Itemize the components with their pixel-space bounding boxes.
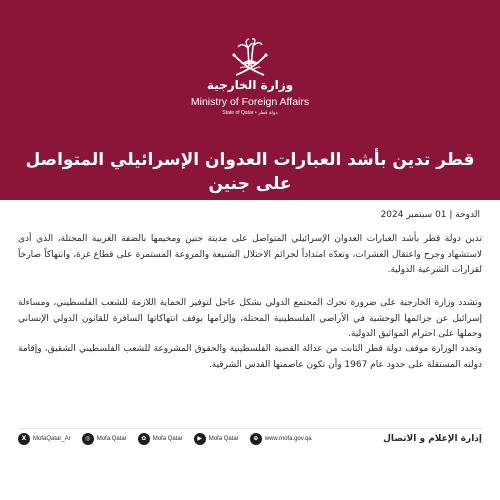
social-handle: Mofa Qatar xyxy=(152,436,183,442)
state-of-qatar-label: State of Qatar • دولة قطر xyxy=(222,110,278,116)
ministry-name-arabic: وزارة الخارجية xyxy=(206,78,294,92)
social-handle: Mofa.Qatar xyxy=(96,436,127,442)
social-links xyxy=(18,433,312,445)
page-title: قطر تدين بأشد العبارات العدوان الإسرائيلي المتواصل على جنين xyxy=(25,150,475,194)
globe-icon: ⊕ xyxy=(250,433,262,445)
youtube-icon: ▶ xyxy=(194,433,206,445)
paragraph-2: وتشدد وزارة الخارجية على ضرورة تحرك المجتمع الدولي بشكل عاجل لتوفير الحماية اللازمة للشعب الفلسطيني، ومساءلة إسرائيل عن جرائمها الوحشية في الأراضي الفلسطينية المحتلة، وإلزامها بوقف انتهاكاتها السافرة للقانون الدولي الإنساني وحملها على احترام المواثيق الدولية. xyxy=(18,298,482,339)
social-handle: MofaQatar_Ar xyxy=(33,436,71,442)
social-link-instagram[interactable] xyxy=(82,433,127,445)
social-link-youtube[interactable] xyxy=(194,433,239,445)
social-handle: Mofa Qatar xyxy=(208,436,239,442)
website-url: www.mofa.gov.qa xyxy=(264,436,312,442)
paragraph-3: وتجدد الوزارة موقف دولة قطر الثابت من عدالة القضية الفلسطينية والحقوق المشروعة للشعب الفلسطيني الشقيق، وإقامة دولته المستقلة على حدود عام 1967 وأن تكون عاصمتها القدس الشرقية. xyxy=(18,344,482,370)
dateline: الدوحة | 01 سبتمبر 2024 xyxy=(380,210,480,220)
footer xyxy=(18,428,482,450)
x-icon: X xyxy=(18,433,30,445)
ministry-name-english: Ministry of Foreign Affairs xyxy=(190,96,310,108)
paragraph-1: تدين دولة قطر بأشد العبارات العدوان الإسرائيلي المتواصل على مدينة جنين ومخيمها بالضفة الغربية المحتلة، الذي أدى لاستشهاد وجرح واعتقال العشرات، وتعدّه امتداداً لجرائم الاحتلال الشنيعة والمروعة المستمرة على قطاع غزة، وانتهاكاً صارخاً لقرارات الشرعية الدولية. xyxy=(18,234,482,275)
qatar-emblem-icon xyxy=(226,38,274,78)
snapchat-icon: ✿ xyxy=(138,433,150,445)
social-link-x[interactable] xyxy=(18,433,71,445)
statement-body xyxy=(0,200,500,500)
department-name: إدارة الإعلام و الاتصال xyxy=(383,434,482,444)
header-banner xyxy=(0,0,500,200)
instagram-icon: ◎ xyxy=(82,433,94,445)
social-link-snapchat[interactable] xyxy=(138,433,183,445)
social-link-website[interactable] xyxy=(250,433,312,445)
